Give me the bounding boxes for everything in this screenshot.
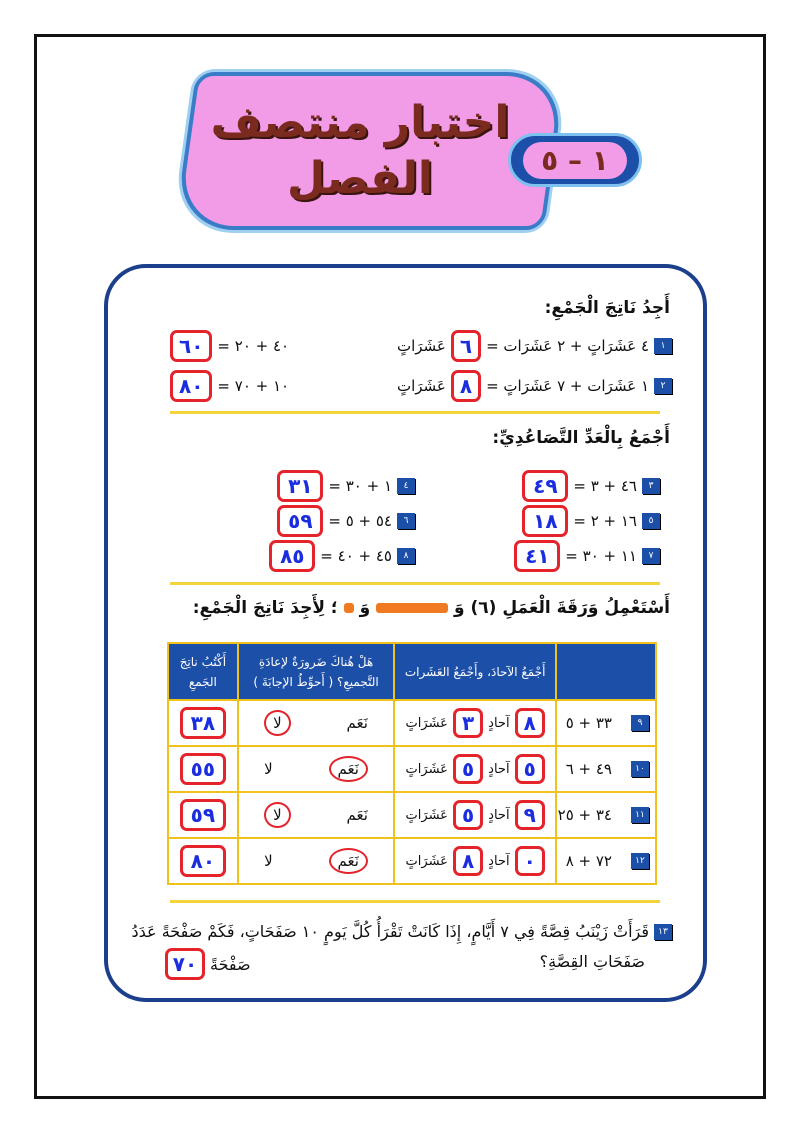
result-cell [168,746,238,792]
regroup-cell [238,700,395,746]
expression: ٤٩ + ٦ [565,760,612,778]
exercise-item [522,470,660,502]
tens-label: عَشَرَاتٍ [405,761,448,777]
exercise-item [277,470,415,502]
header-problem [556,643,656,700]
add-cell [394,838,556,884]
answer-box[interactable]: ٦ [451,330,481,362]
ones-answer[interactable]: ٩ [515,800,545,830]
ones-label: آحادٍ [488,715,510,731]
question-2-line2 [170,370,289,402]
result-cell [168,792,238,838]
question-number: ٢ [654,378,672,394]
expression: ٤٠ + ٢٠ = [217,337,290,355]
unit-label: عَشَرَاتٍ [396,377,446,395]
lesson-number: ١ – ٥ [523,142,627,179]
no-option[interactable]: لا [264,760,273,778]
question-text: صَفَحَاتِ القِصَّةِ؟ [539,952,645,971]
unit-label: صَفْحَةً [210,954,251,974]
question-text: ٤ عَشَرَاتٍ + ٢ عَشَرَات = [486,337,649,355]
question-number: ١ [654,338,672,354]
expression: ٣٣ + ٥ [565,714,612,732]
question-number: ٩ [631,715,649,731]
question-number: ٤ [397,478,415,494]
ones-answer[interactable]: ٥ [515,754,545,784]
ones-label: آحادٍ [488,807,510,823]
header-regroup: هَلْ هُناكَ ضَرورَةٌ لإعادَةِ التَّجميعِ؟ ( أَحوِّطُ الإجابَةَ ) [238,643,395,700]
tens-label: عَشَرَاتٍ [405,853,448,869]
exercise-item [277,505,415,537]
expression: ٣٤ + ٢٥ [557,806,612,824]
exercise-item [269,540,415,572]
result-cell [168,838,238,884]
answer-box[interactable]: ٥٩ [277,505,323,537]
expression: ٥٤ + ٥ = [328,512,392,530]
divider [170,900,660,903]
ones-answer[interactable]: ٠ [515,846,545,876]
question-number: ٦ [397,513,415,529]
addition-table [167,642,657,885]
heading-part: أَسْتَعْمِلُ وَرَقَةَ الْعَمَلِ (٦) وَ [453,598,670,618]
regroup-cell [238,838,395,884]
expression: ١٠ + ٧٠ = [217,377,290,395]
tens-answer[interactable]: ٨ [453,846,483,876]
tens-answer[interactable]: ٣ [453,708,483,738]
answer-box[interactable]: ٣١ [277,470,323,502]
problem-cell [556,746,656,792]
question-number: ٧ [642,548,660,564]
header-add: أَجْمَعُ الآحادَ، وأَجْمَعُ العَشَرات [394,643,556,700]
answer-box[interactable]: ٨٠ [180,845,226,877]
answer-box[interactable]: ٥٥ [180,753,226,785]
answer-box[interactable]: ٦٠ [170,330,212,362]
yes-option[interactable]: نَعَم [329,756,368,782]
yes-option[interactable]: نَعَم [346,806,368,824]
question-13 [132,922,672,941]
question-number: ١٣ [654,924,672,940]
expression: ١٦ + ٢ = [573,512,637,530]
divider [170,582,660,585]
expression: ٤٥ + ٤٠ = [320,547,392,565]
heading-part: وَ [359,598,371,618]
section3-heading [193,598,670,618]
tens-label: عَشَرَاتٍ [405,715,448,731]
divider [170,411,660,414]
answer-box[interactable]: ٤٩ [522,470,568,502]
answer-box[interactable]: ٥٩ [180,799,226,831]
question-number: ١٠ [631,761,649,777]
answer-box[interactable]: ٣٨ [180,707,226,739]
question-text: ١ عَشَرَات + ٧ عَشَرَاتٍ = [486,377,649,395]
yes-option[interactable]: نَعَم [346,714,368,732]
problem-cell [556,838,656,884]
question-text: قَرَأَتْ زَيْنَبُ قِصَّةً فِي ٧ أَيَّامٍ، إِذَا كَانَتْ تَقْرَأُ كُلَّ يَومٍ ١٠ صَفَحَاتٍ، فَكَمْ صَفْحَةً عَدَدُ [131,922,649,941]
lesson-badge [508,133,642,187]
expression: ٧٢ + ٨ [565,852,612,870]
table-row [168,792,656,838]
ones-answer[interactable]: ٨ [515,708,545,738]
exercise-item [514,540,660,572]
unit-cube-icon [344,603,354,613]
question-1 [397,330,672,362]
ones-label: آحادٍ [488,761,510,777]
regroup-cell [238,792,395,838]
no-option[interactable]: لا [264,802,291,828]
expression: ١١ + ٣٠ = [565,547,637,565]
question-13-line2 [540,952,645,971]
question-1-line2 [170,330,289,362]
answer-box[interactable]: ٨٥ [269,540,315,572]
question-number: ١٢ [631,853,649,869]
header-result: أَكْتُبُ ناتِجَ الجَمعِ [168,643,238,700]
add-cell [394,700,556,746]
problem-cell [556,700,656,746]
section1-heading: أَجِدُ نَاتِجَ الْجَمْعِ: [544,298,670,318]
question-number: ٥ [642,513,660,529]
question-number: ١١ [631,807,649,823]
tens-label: عَشَرَاتٍ [405,807,448,823]
section2-heading: أَجْمَعُ بِالْعَدِّ التَّصَاعُدِيِّ: [492,428,670,448]
page-title: اختبار منتصف الفصل [210,97,510,204]
table-row [168,838,656,884]
tens-rod-icon [376,603,448,613]
heading-part: ؛ لِأَجِدَ نَاتِجَ الْجَمْعِ: [192,598,338,618]
tens-answer[interactable]: ٥ [453,800,483,830]
answer-box[interactable]: ٧٠ [165,948,205,980]
expression: ٤٦ + ٣ = [573,477,637,495]
add-cell [394,746,556,792]
no-option[interactable]: لا [264,710,291,736]
problem-cell [556,792,656,838]
question-13-answer [165,948,251,980]
question-number: ٨ [397,548,415,564]
table-row [168,700,656,746]
answer-box[interactable]: ٨ [451,370,481,402]
tens-answer[interactable]: ٥ [453,754,483,784]
answer-box[interactable]: ٤١ [514,540,560,572]
ones-label: آحادٍ [488,853,510,869]
regroup-cell [238,746,395,792]
exercise-item [522,505,660,537]
result-cell [168,700,238,746]
question-2 [397,370,672,402]
question-number: ٣ [642,478,660,494]
add-cell [394,792,556,838]
yes-option[interactable]: نَعَم [329,848,368,874]
unit-label: عَشَرَاتٍ [396,337,446,355]
answer-box[interactable]: ١٨ [522,505,568,537]
no-option[interactable]: لا [264,852,273,870]
table-row [168,746,656,792]
answer-box[interactable]: ٨٠ [170,370,212,402]
expression: ١ + ٣٠ = [328,477,392,495]
